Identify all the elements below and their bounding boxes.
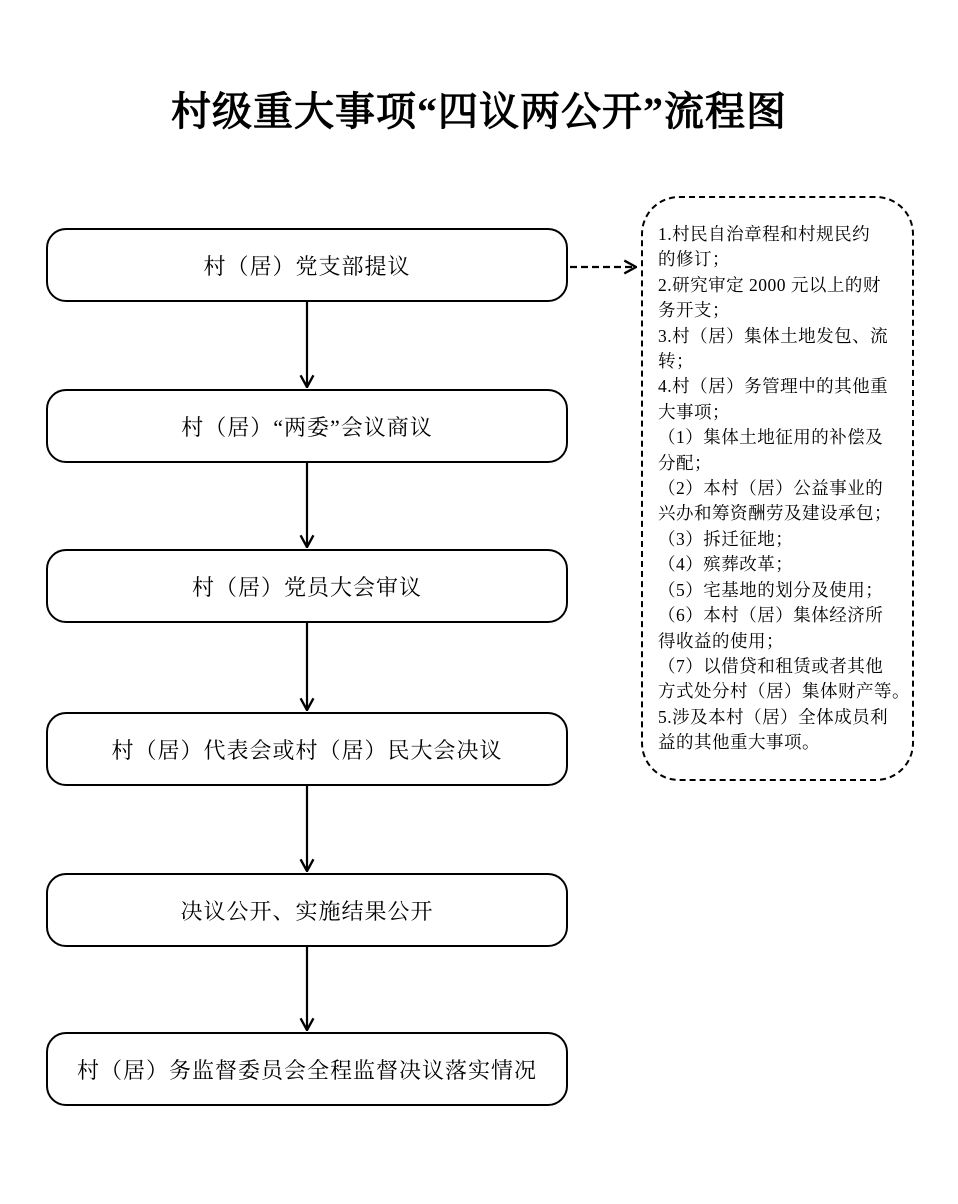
flow-step-label: 村（居）党员大会审议 [191,574,422,600]
note-line: （1）集体土地征用的补偿及 [658,427,884,448]
note-line: （6）本村（居）集体经济所 [658,605,884,626]
flow-step-box [46,549,568,623]
note-line: 转； [658,351,694,372]
note-line: 益的其他重大事项。 [658,732,820,753]
major-matters-note-box [641,196,914,781]
flow-step-box [46,228,568,302]
note-line: 兴办和筹资酬劳及建设承包； [658,503,892,524]
flow-step-box [46,873,568,947]
note-line: 4.村（居）务管理中的其他重 [658,376,889,397]
note-line: 的修订； [658,249,730,270]
note-line: 1.村民自治章程和村规民约 [658,224,871,244]
note-line: 2.研究审定 2000 元以上的财 [658,274,881,295]
flow-step-label: 村（居）党支部提议 [203,253,411,279]
flow-step-box [46,712,568,786]
note-line: （5）宅基地的划分及使用； [658,579,884,600]
flow-step-label: 村（居）代表会或村（居）民大会决议 [111,737,503,763]
note-line: 3.村（居）集体土地发包、流 [658,325,889,346]
flow-step-label: 村（居）务监督委员会全程监督决议落实情况 [76,1057,537,1083]
note-line: （4）殡葬改革； [658,554,794,575]
note-line: （7）以借贷和租赁或者其他 [658,655,884,676]
flow-step-label: 村（居）“两委”会议商议 [181,414,433,440]
note-lines [658,222,910,756]
note-line: 分配； [658,452,712,473]
note-line: 方式处分村（居）集体财产等。 [658,681,910,702]
note-line: 大事项； [658,401,730,422]
note-line: 务开支； [658,300,730,321]
flow-step-box [46,1032,568,1106]
note-line: 5.涉及本村（居）全体成员利 [658,706,889,727]
note-line: （2）本村（居）公益事业的 [658,478,884,499]
page-title: 村级重大事项“四议两公开”流程图 [171,89,787,134]
flow-step-box [46,389,568,463]
note-line: （3）拆迁征地； [658,528,794,549]
note-line: 得收益的使用； [658,630,784,651]
flow-step-label: 决议公开、实施结果公开 [180,898,434,924]
